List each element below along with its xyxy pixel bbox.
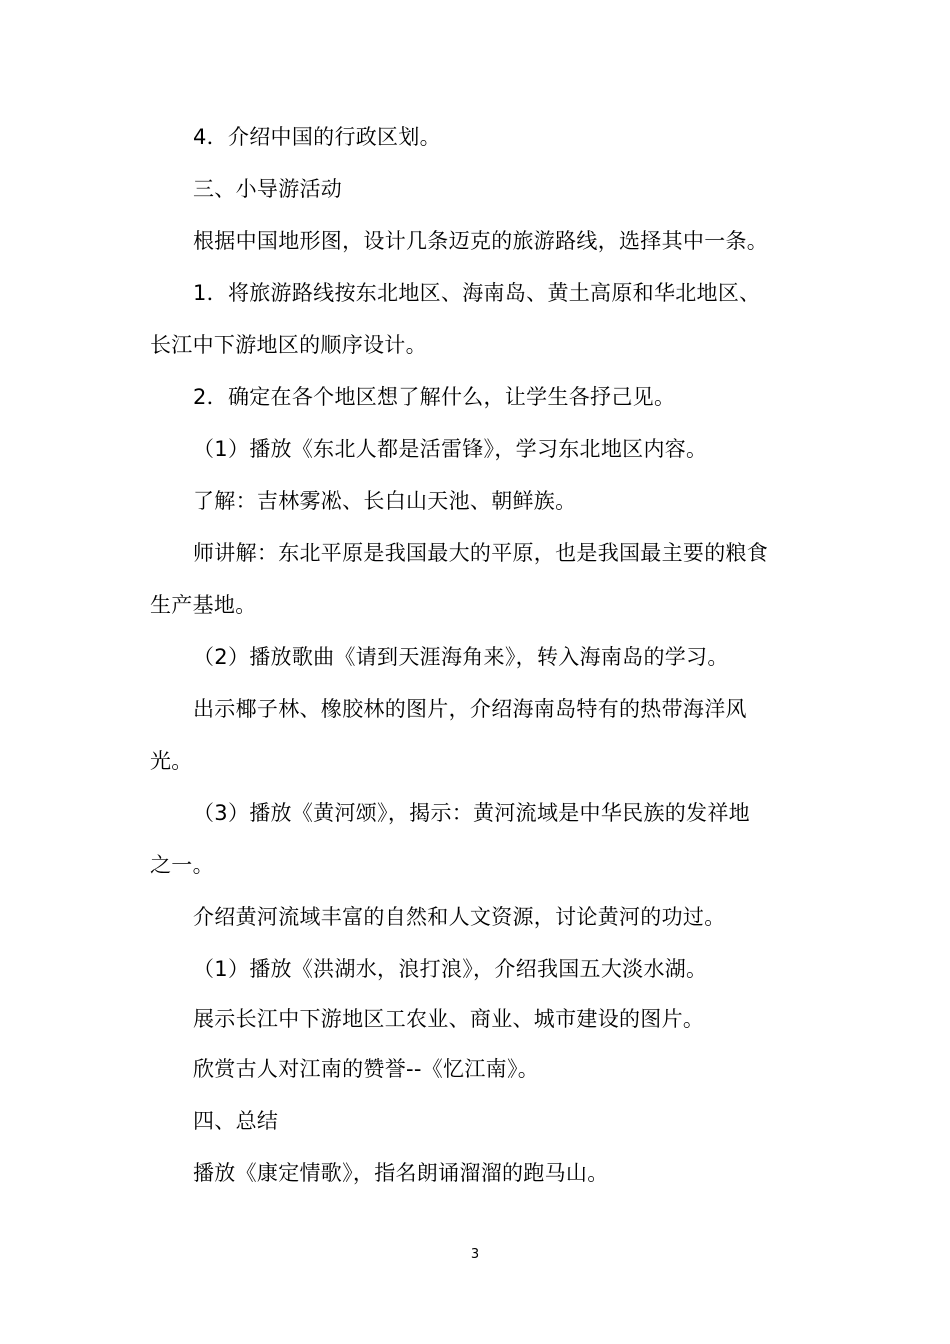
paragraph-line: 师讲解：东北平原是我国最大的平原，也是我国最主要的粮食 xyxy=(193,541,769,565)
paragraph-line: 光。 xyxy=(150,749,193,773)
paragraph-line: 长江中下游地区的顺序设计。 xyxy=(150,333,427,357)
paragraph-line: 之一。 xyxy=(150,853,214,877)
paragraph-line: 4．介绍中国的行政区划。 xyxy=(193,125,441,149)
paragraph-line: 2．确定在各个地区想了解什么，让学生各抒己见。 xyxy=(193,385,676,409)
paragraph-line: 介绍黄河流域丰富的自然和人文资源，讨论黄河的功过。 xyxy=(193,905,726,929)
paragraph-line: （1）播放《洪湖水，浪打浪》，介绍我国五大淡水湖。 xyxy=(193,957,708,981)
paragraph-line: 1．将旅游路线按东北地区、海南岛、黄土高原和华北地区、 xyxy=(193,281,761,305)
section-heading: 四、总结 xyxy=(193,1109,279,1133)
paragraph-line: （2）播放歌曲《请到天涯海角来》，转入海南岛的学习。 xyxy=(193,645,729,669)
paragraph-line: 播放《康定情歌》，指名朗诵溜溜的跑马山。 xyxy=(193,1161,609,1185)
paragraph-line: 了解：吉林雾凇、长白山天池、朝鲜族。 xyxy=(193,489,577,513)
paragraph-line: （1）播放《东北人都是活雷锋》，学习东北地区内容。 xyxy=(193,437,708,461)
paragraph-line: 展示长江中下游地区工农业、商业、城市建设的图片。 xyxy=(193,1007,705,1031)
paragraph-line: 欣赏古人对江南的赞誉--《忆江南》。 xyxy=(193,1057,540,1081)
paragraph-line: 根据中国地形图，设计几条迈克的旅游路线，选择其中一条。 xyxy=(193,229,769,253)
section-heading: 三、小导游活动 xyxy=(193,177,343,201)
paragraph-line: 出示椰子林、橡胶林的图片，介绍海南岛特有的热带海洋风 xyxy=(193,697,747,721)
page-number: 3 xyxy=(470,1247,480,1262)
paragraph-line: 生产基地。 xyxy=(150,593,257,617)
paragraph-line: （3）播放《黄河颂》，揭示：黄河流域是中华民族的发祥地 xyxy=(193,801,750,825)
